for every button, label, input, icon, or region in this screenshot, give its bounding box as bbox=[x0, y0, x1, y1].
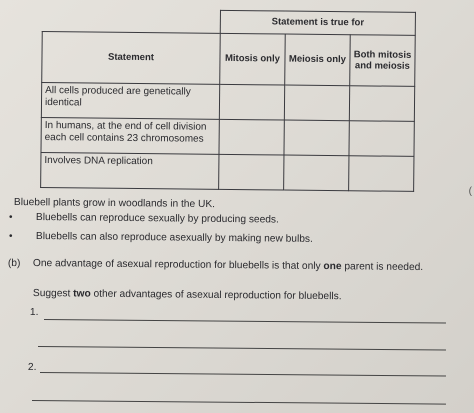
answer-box-mitosis[interactable] bbox=[219, 154, 284, 190]
answer-2-line-2[interactable] bbox=[32, 400, 446, 405]
answer-2-label: 2. bbox=[27, 362, 37, 374]
group-header: Statement is true for bbox=[220, 10, 415, 35]
answer-1-label: 1. bbox=[29, 307, 39, 319]
table-row bbox=[41, 83, 414, 122]
statement-header: Statement bbox=[42, 32, 221, 85]
margin-mark: ( bbox=[468, 186, 472, 197]
answer-box-meiosis[interactable] bbox=[284, 155, 349, 191]
answer-1-line-1[interactable] bbox=[44, 319, 446, 324]
meiosis-only-header: Meiosis only bbox=[285, 34, 351, 86]
answer-box-both[interactable] bbox=[349, 86, 414, 122]
bullet-dot: • bbox=[9, 231, 13, 242]
mitosis-only-header: Mitosis only bbox=[220, 33, 286, 85]
suggest-instruction: Suggest two other advantages of asexual reproduction for bluebells. bbox=[32, 288, 342, 303]
part-b-label: (b) bbox=[7, 258, 21, 270]
answer-box-both[interactable] bbox=[349, 156, 414, 192]
answer-box-meiosis[interactable] bbox=[284, 120, 349, 156]
answer-box-mitosis[interactable] bbox=[219, 84, 284, 120]
answer-box-mitosis[interactable] bbox=[219, 119, 284, 155]
answer-2-line-1[interactable] bbox=[40, 372, 446, 377]
answer-box-both[interactable] bbox=[349, 121, 414, 157]
bullet-dot: • bbox=[9, 212, 13, 223]
statement-cell: All cells produced are genetically identical bbox=[41, 83, 219, 120]
table-row bbox=[41, 152, 414, 191]
answer-box-meiosis[interactable] bbox=[284, 85, 349, 121]
statement-cell: Involves DNA replication bbox=[41, 152, 219, 189]
answer-1-line-2[interactable] bbox=[38, 346, 446, 351]
table-row bbox=[41, 117, 414, 156]
statement-cell: In humans, at the end of cell division each cell contains 23 chromosomes bbox=[41, 117, 219, 154]
part-b-question: One advantage of asexual reproduction for bluebells is that only one parent is needed. bbox=[32, 258, 424, 274]
both-header: Both mitosis and meiosis bbox=[350, 35, 416, 87]
table-corner bbox=[42, 9, 220, 34]
bullet-item: Bluebells can also reproduce asexually by making new bulbs. bbox=[35, 231, 313, 245]
bullet-item: Bluebells can reproduce sexually by producing seeds. bbox=[35, 212, 279, 226]
intro-text: Bluebell plants grow in woodlands in the UK. bbox=[13, 197, 216, 211]
statement-table bbox=[40, 8, 416, 192]
